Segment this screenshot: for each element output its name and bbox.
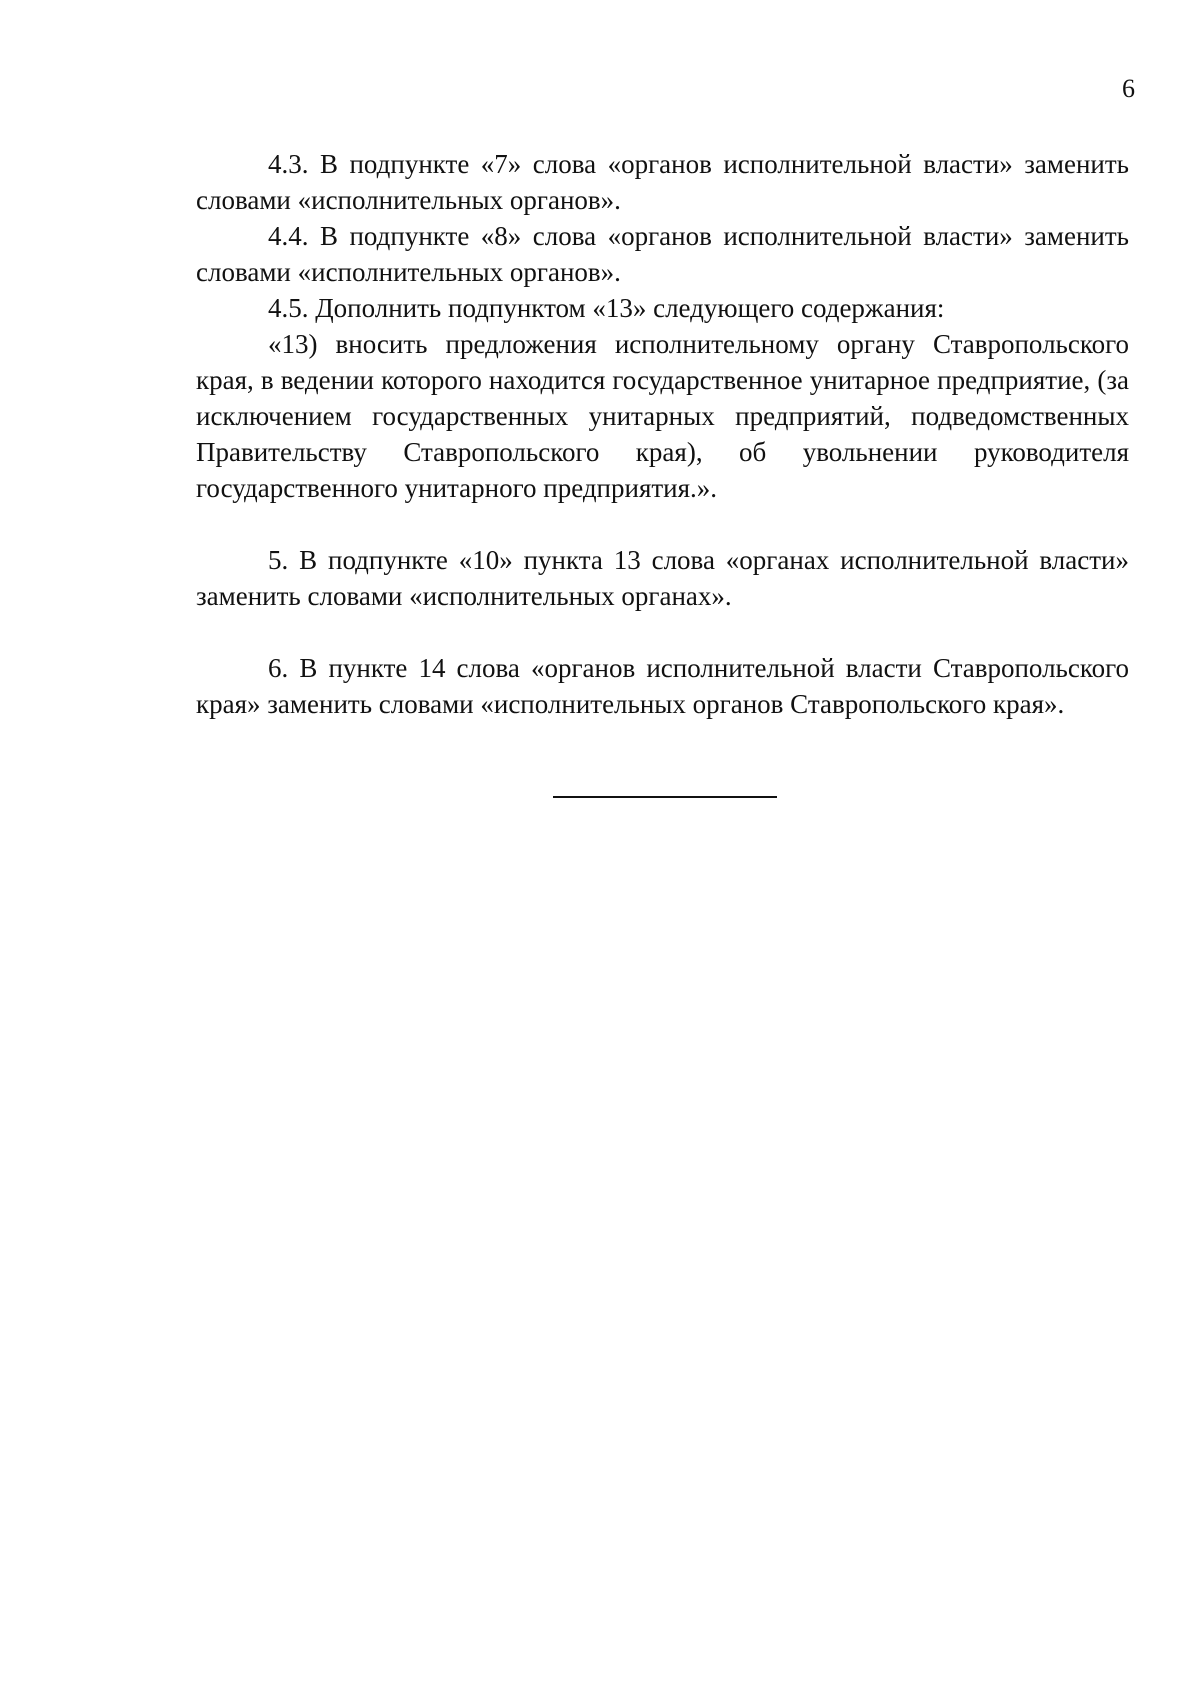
paragraph-5: 5. В подпункте «10» пункта 13 слова «органах исполнительной власти» заменить словами «исполнительных органах». <box>196 545 1129 611</box>
paragraph-4-5-quote: «13) вносить предложения исполнительному органу Ставропольского края, в ведении которого находится государственное унитарное предприятие, (за исключением государственных унитарных предприятий, подведомственных Правительству Ставропольского края), об увольнении руководителя государственного унитарного предприятия.». <box>196 329 1129 503</box>
paragraph-4-3: 4.3. В подпункте «7» слова «органов исполнительной власти» заменить словами «исполнительных органов». <box>196 149 1129 215</box>
document-body <box>196 146 1129 722</box>
page-number: 6 <box>1122 74 1135 103</box>
paragraph-6: 6. В пункте 14 слова «органов исполнительной власти Ставропольского края» заменить словами «исполнительных органов Ставропольского края». <box>196 653 1129 719</box>
paragraph-4-4: 4.4. В подпункте «8» слова «органов исполнительной власти» заменить словами «исполнительных органов». <box>196 221 1129 287</box>
paragraph-4-5: 4.5. Дополнить подпунктом «13» следующего содержания: <box>268 293 945 323</box>
end-of-document-rule <box>553 796 777 798</box>
